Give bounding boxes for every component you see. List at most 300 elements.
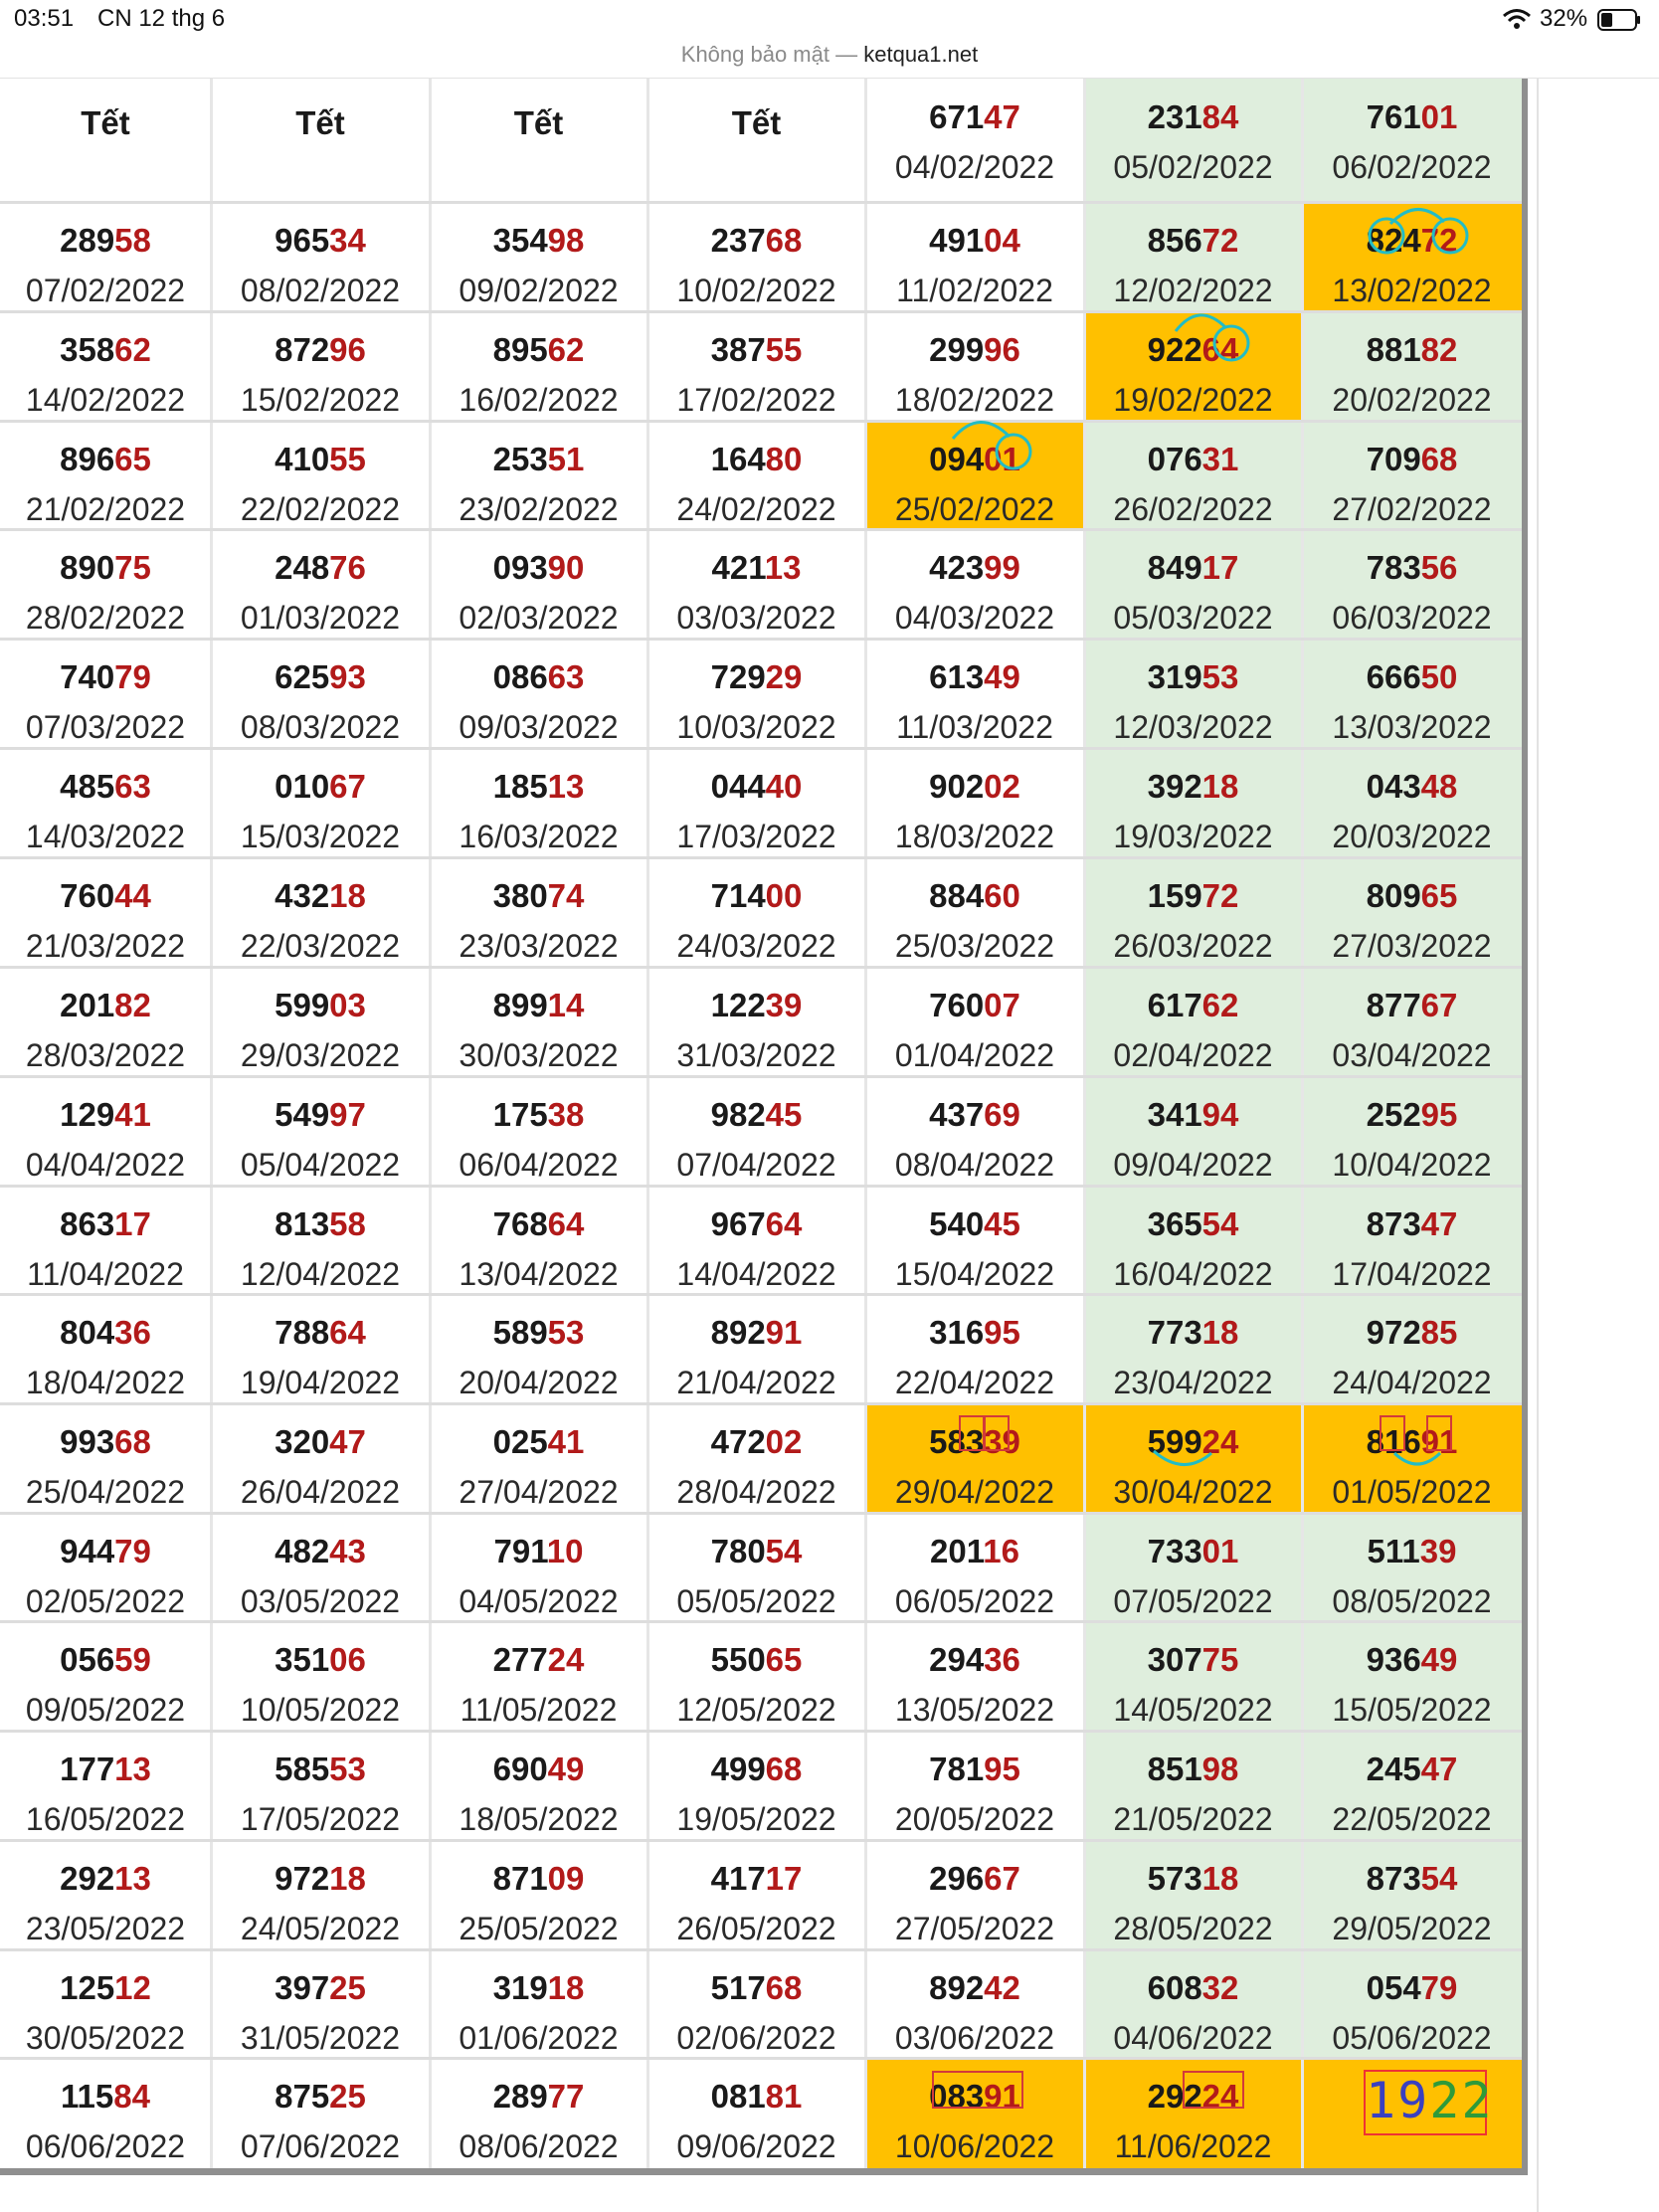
result-date: 24/05/2022 xyxy=(240,1911,401,1946)
number-head: 307 xyxy=(1147,1641,1202,1678)
result-cell xyxy=(1084,639,1302,748)
number-head: 899 xyxy=(492,987,548,1023)
result-number xyxy=(211,1314,430,1352)
result-cell xyxy=(0,1949,211,2058)
result-cell xyxy=(1084,79,1302,202)
result-cell xyxy=(211,1621,430,1731)
result-number xyxy=(0,1969,211,2007)
result-cell xyxy=(865,1076,1084,1186)
result-number xyxy=(0,768,211,806)
number-tail: 13 xyxy=(114,1751,151,1787)
result-date: 22/04/2022 xyxy=(894,1365,1055,1400)
result-number xyxy=(865,1423,1084,1461)
result-cell xyxy=(1084,1513,1302,1621)
result-cell xyxy=(1302,857,1522,967)
number-tail: 72 xyxy=(1201,222,1239,259)
number-head: 054 xyxy=(1366,1969,1421,2006)
result-number xyxy=(0,1860,211,1898)
number-tail: 64 xyxy=(1201,331,1239,368)
number-tail: 69 xyxy=(984,1096,1020,1133)
result-date: 23/03/2022 xyxy=(459,928,619,964)
result-number xyxy=(865,1533,1084,1570)
result-date: 16/03/2022 xyxy=(459,819,619,854)
number-head: 813 xyxy=(275,1205,330,1242)
result-date: 02/05/2022 xyxy=(25,1583,186,1619)
number-head: 351 xyxy=(275,1641,330,1678)
number-head: 690 xyxy=(492,1751,548,1787)
number-tail: 17 xyxy=(114,1205,151,1242)
number-head: 294 xyxy=(929,1641,985,1678)
result-cell xyxy=(1302,421,1522,529)
result-cell xyxy=(430,1949,647,2058)
result-cell xyxy=(647,1949,865,2058)
result-number xyxy=(0,1423,211,1461)
result-cell xyxy=(1302,1840,1522,1949)
result-cell xyxy=(0,1186,211,1294)
number-head: 788 xyxy=(275,1314,330,1351)
number-tail: 01 xyxy=(984,441,1020,477)
number-tail: 13 xyxy=(547,768,585,805)
grid-vline xyxy=(1083,79,1086,2168)
result-date: 06/02/2022 xyxy=(1332,149,1492,185)
result-date: 11/04/2022 xyxy=(27,1256,184,1292)
result-date: 29/05/2022 xyxy=(1332,1911,1492,1946)
grid-hline xyxy=(0,1839,1526,1842)
result-cell xyxy=(1302,1621,1522,1731)
grid-vline xyxy=(646,79,649,2168)
result-number xyxy=(211,1641,430,1679)
result-date: 17/02/2022 xyxy=(676,382,836,418)
number-head: 791 xyxy=(493,1533,547,1569)
result-date: 29/03/2022 xyxy=(240,1037,401,1073)
result-cell xyxy=(1084,1840,1302,1949)
result-date: 01/05/2022 xyxy=(1332,1474,1492,1510)
number-head: 472 xyxy=(710,1423,766,1460)
grid-hline xyxy=(0,747,1526,750)
result-date: 19/04/2022 xyxy=(240,1365,401,1400)
result-number xyxy=(865,877,1084,915)
result-cell xyxy=(647,857,865,967)
result-cell xyxy=(865,79,1084,202)
number-tail: 43 xyxy=(329,1533,366,1569)
result-date: 15/02/2022 xyxy=(240,382,401,418)
holiday-label: Tết xyxy=(81,104,130,141)
number-tail: 18 xyxy=(547,1969,585,2006)
number-head: 804 xyxy=(60,1314,115,1351)
number-head: 972 xyxy=(1366,1314,1421,1351)
result-number xyxy=(647,1096,865,1134)
result-date: 21/03/2022 xyxy=(25,928,186,964)
result-date: 06/03/2022 xyxy=(1332,600,1492,636)
result-date: 09/05/2022 xyxy=(25,1692,186,1728)
number-tail: 36 xyxy=(984,1641,1020,1678)
result-date: 07/04/2022 xyxy=(676,1147,836,1183)
result-date: 18/03/2022 xyxy=(894,819,1055,854)
number-tail: 84 xyxy=(1201,98,1239,135)
result-date: 10/02/2022 xyxy=(676,273,836,308)
result-cell xyxy=(211,202,430,311)
result-number xyxy=(1084,441,1302,478)
number-head: 248 xyxy=(275,549,330,586)
result-number xyxy=(211,1205,430,1243)
number-tail: 72 xyxy=(1420,222,1458,259)
result-cell xyxy=(211,857,430,967)
result-cell xyxy=(211,311,430,421)
result-cell xyxy=(1084,1294,1302,1403)
result-date: 16/04/2022 xyxy=(1113,1256,1273,1292)
number-head: 936 xyxy=(1366,1641,1421,1678)
result-cell xyxy=(1302,202,1522,311)
result-number xyxy=(430,987,647,1024)
result-number xyxy=(0,222,211,260)
result-number xyxy=(1084,1205,1302,1243)
result-number xyxy=(1302,222,1522,260)
number-head: 625 xyxy=(275,658,330,695)
result-number xyxy=(1084,549,1302,587)
address-bar[interactable] xyxy=(0,40,1659,78)
result-cell xyxy=(647,639,865,748)
number-head: 540 xyxy=(929,1205,985,1242)
result-number xyxy=(1302,987,1522,1024)
number-tail: 49 xyxy=(984,658,1020,695)
number-tail: 06 xyxy=(329,1641,366,1678)
handwritten-digit: 9 xyxy=(1397,2072,1430,2129)
result-cell xyxy=(0,202,211,311)
result-date: 10/06/2022 xyxy=(894,2128,1055,2164)
result-date: 11/03/2022 xyxy=(896,709,1053,745)
number-head: 025 xyxy=(492,1423,548,1460)
number-head: 292 xyxy=(60,1860,115,1897)
result-cell xyxy=(0,1294,211,1403)
page-edge xyxy=(1537,79,1539,2212)
number-tail: 38 xyxy=(547,1096,585,1133)
wifi-icon xyxy=(1502,8,1532,30)
result-cell xyxy=(0,1403,211,1513)
result-cell xyxy=(647,1186,865,1294)
result-cell xyxy=(1084,1403,1302,1513)
number-tail: 62 xyxy=(547,331,585,368)
number-head: 877 xyxy=(1366,987,1421,1023)
result-date: 15/05/2022 xyxy=(1332,1692,1492,1728)
result-cell xyxy=(0,421,211,529)
result-number xyxy=(1084,1751,1302,1788)
number-head: 965 xyxy=(275,222,330,259)
number-head: 740 xyxy=(60,658,115,695)
result-date: 08/04/2022 xyxy=(894,1147,1055,1183)
result-number xyxy=(1084,768,1302,806)
number-head: 768 xyxy=(492,1205,548,1242)
result-cell xyxy=(865,748,1084,857)
result-date: 23/02/2022 xyxy=(459,491,619,527)
result-cell xyxy=(430,967,647,1076)
number-tail: 24 xyxy=(547,1641,585,1678)
result-date: 24/02/2022 xyxy=(676,491,836,527)
number-tail: 18 xyxy=(1201,1314,1239,1351)
number-head: 044 xyxy=(710,768,766,805)
result-date: 10/03/2022 xyxy=(676,709,836,745)
result-date: 15/03/2022 xyxy=(240,819,401,854)
number-tail: 64 xyxy=(547,1205,585,1242)
result-cell xyxy=(0,857,211,967)
result-cell xyxy=(1084,967,1302,1076)
number-head: 125 xyxy=(60,1969,115,2006)
number-tail: 64 xyxy=(765,1205,803,1242)
number-tail: 54 xyxy=(765,1533,803,1569)
result-cell xyxy=(647,1403,865,1513)
result-cell xyxy=(211,748,430,857)
grid-hline xyxy=(0,310,1526,313)
number-tail: 56 xyxy=(1420,549,1458,586)
number-head: 129 xyxy=(60,1096,115,1133)
number-head: 319 xyxy=(1147,658,1202,695)
result-date: 24/04/2022 xyxy=(1332,1365,1492,1400)
result-cell xyxy=(1084,1949,1302,2058)
number-tail: 59 xyxy=(114,1641,151,1678)
number-tail: 65 xyxy=(765,1641,803,1678)
result-number xyxy=(647,441,865,478)
result-number xyxy=(211,1096,430,1134)
grid-hline xyxy=(0,638,1526,641)
result-date: 21/05/2022 xyxy=(1113,1801,1273,1837)
number-head: 253 xyxy=(492,441,548,477)
result-number xyxy=(0,1314,211,1352)
result-cell xyxy=(1084,1731,1302,1840)
result-cell xyxy=(1302,1513,1522,1621)
number-tail: 51 xyxy=(547,441,585,477)
number-head: 277 xyxy=(492,1641,548,1678)
grid-hline xyxy=(0,1185,1526,1188)
result-number xyxy=(865,1096,1084,1134)
number-head: 780 xyxy=(710,1533,766,1569)
result-date: 11/05/2022 xyxy=(460,1692,618,1728)
number-tail: 16 xyxy=(983,1533,1019,1569)
number-tail: 04 xyxy=(984,222,1020,259)
result-cell xyxy=(1084,529,1302,639)
number-tail: 45 xyxy=(765,1096,803,1133)
result-number xyxy=(211,1751,430,1788)
result-cell xyxy=(211,529,430,639)
result-number xyxy=(647,1641,865,1679)
number-tail: 91 xyxy=(765,1314,803,1351)
number-tail: 58 xyxy=(329,1205,366,1242)
result-date: 05/02/2022 xyxy=(1113,149,1273,185)
result-number xyxy=(0,1533,211,1570)
result-number xyxy=(0,1096,211,1134)
result-cell xyxy=(1084,202,1302,311)
number-head: 482 xyxy=(275,1533,330,1569)
result-cell xyxy=(647,311,865,421)
number-tail: 79 xyxy=(114,1533,151,1569)
result-cell xyxy=(647,1076,865,1186)
number-head: 245 xyxy=(1366,1751,1421,1787)
number-tail: 31 xyxy=(1201,441,1239,477)
result-number xyxy=(865,549,1084,587)
number-tail: 68 xyxy=(765,1751,803,1787)
number-tail: 49 xyxy=(547,1751,585,1787)
number-head: 081 xyxy=(710,2078,766,2115)
result-date: 16/02/2022 xyxy=(459,382,619,418)
result-cell xyxy=(430,421,647,529)
result-number xyxy=(0,1205,211,1243)
result-cell xyxy=(1302,1403,1522,1513)
result-number xyxy=(430,768,647,806)
result-number xyxy=(1302,1423,1522,1461)
number-head: 922 xyxy=(1147,331,1202,368)
result-cell xyxy=(1084,748,1302,857)
number-tail: 84 xyxy=(113,2078,150,2115)
result-number xyxy=(1084,1096,1302,1134)
result-number xyxy=(211,331,430,369)
number-head: 299 xyxy=(929,331,985,368)
result-number xyxy=(0,331,211,369)
number-tail: 41 xyxy=(547,1423,585,1460)
result-number xyxy=(0,1641,211,1679)
number-tail: 62 xyxy=(1201,987,1239,1023)
number-head: 863 xyxy=(60,1205,115,1242)
result-cell xyxy=(430,1294,647,1403)
result-number xyxy=(430,877,647,915)
number-head: 201 xyxy=(930,1533,984,1569)
number-tail: 47 xyxy=(1420,1205,1458,1242)
number-tail: 67 xyxy=(1420,987,1458,1023)
result-date: 08/05/2022 xyxy=(1332,1583,1492,1619)
grid-hline xyxy=(0,1075,1526,1078)
result-cell xyxy=(211,79,430,202)
result-date: 03/03/2022 xyxy=(676,600,836,636)
result-date: 01/06/2022 xyxy=(459,2020,619,2056)
result-cell xyxy=(0,967,211,1076)
number-tail: 34 xyxy=(329,222,366,259)
result-number xyxy=(1084,98,1302,136)
number-head: 094 xyxy=(929,441,985,477)
number-head: 289 xyxy=(492,2078,548,2115)
result-date: 26/05/2022 xyxy=(676,1911,836,1946)
result-number xyxy=(1302,331,1522,369)
number-head: 164 xyxy=(710,441,766,477)
result-cell xyxy=(0,1621,211,1731)
result-date: 07/02/2022 xyxy=(25,273,186,308)
number-tail: 55 xyxy=(329,441,366,477)
result-date: 08/03/2022 xyxy=(240,709,401,745)
number-head: 010 xyxy=(275,768,330,805)
result-number xyxy=(865,98,1084,136)
number-head: 432 xyxy=(275,877,330,914)
number-head: 177 xyxy=(60,1751,115,1787)
result-date: 01/03/2022 xyxy=(240,600,401,636)
result-number xyxy=(647,549,865,587)
grid-hline xyxy=(0,2057,1526,2060)
result-number xyxy=(430,222,647,260)
number-tail: 47 xyxy=(984,98,1020,135)
number-head: 076 xyxy=(1147,441,1202,477)
result-number xyxy=(430,1205,647,1243)
result-number xyxy=(1084,1969,1302,2007)
number-head: 231 xyxy=(1147,98,1202,135)
result-cell xyxy=(0,311,211,421)
number-tail: 18 xyxy=(329,877,366,914)
result-number xyxy=(647,1533,865,1570)
result-cell xyxy=(430,1731,647,1840)
result-date: 23/04/2022 xyxy=(1113,1365,1273,1400)
number-head: 437 xyxy=(929,1096,985,1133)
number-tail: 79 xyxy=(1420,1969,1458,2006)
result-number xyxy=(865,441,1084,478)
result-cell xyxy=(430,1186,647,1294)
result-date: 13/05/2022 xyxy=(894,1692,1055,1728)
result-number xyxy=(647,1423,865,1461)
number-head: 729 xyxy=(710,658,766,695)
result-date: 25/02/2022 xyxy=(894,491,1055,527)
result-number xyxy=(0,877,211,915)
result-cell xyxy=(1084,2058,1302,2168)
result-cell xyxy=(865,1513,1084,1621)
result-number xyxy=(865,1314,1084,1352)
result-date: 28/02/2022 xyxy=(25,600,186,636)
number-head: 902 xyxy=(929,768,985,805)
number-head: 122 xyxy=(710,987,766,1023)
result-number xyxy=(211,222,430,260)
result-date: 30/03/2022 xyxy=(459,1037,619,1073)
result-cell xyxy=(1084,1076,1302,1186)
number-tail: 65 xyxy=(1420,877,1458,914)
result-date: 03/05/2022 xyxy=(240,1583,401,1619)
result-date: 25/04/2022 xyxy=(25,1474,186,1510)
result-cell xyxy=(865,529,1084,639)
result-cell xyxy=(1302,967,1522,1076)
result-number xyxy=(647,1314,865,1352)
result-cell xyxy=(865,1731,1084,1840)
number-head: 175 xyxy=(492,1096,548,1133)
result-cell xyxy=(647,1840,865,1949)
number-head: 714 xyxy=(710,877,766,914)
result-cell xyxy=(211,1731,430,1840)
number-tail: 68 xyxy=(765,1969,803,2006)
result-date: 25/03/2022 xyxy=(894,928,1055,964)
result-date: 04/02/2022 xyxy=(894,149,1055,185)
number-tail: 01 xyxy=(1420,98,1458,135)
result-date: 27/05/2022 xyxy=(894,1911,1055,1946)
result-date: 20/03/2022 xyxy=(1332,819,1492,854)
result-cell xyxy=(1302,748,1522,857)
number-tail: 55 xyxy=(765,331,803,368)
result-cell xyxy=(1084,421,1302,529)
result-date: 24/03/2022 xyxy=(676,928,836,964)
number-tail: 25 xyxy=(329,1969,366,2006)
result-number xyxy=(0,1751,211,1788)
result-date: 12/05/2022 xyxy=(676,1692,836,1728)
holiday-label: Tết xyxy=(731,104,782,141)
number-tail: 25 xyxy=(329,2078,366,2115)
result-number xyxy=(647,768,865,806)
result-cell xyxy=(647,2058,865,2168)
domain-label: ketqua1.net xyxy=(863,42,979,67)
number-tail: 63 xyxy=(114,768,151,805)
result-cell xyxy=(211,1076,430,1186)
result-date: 05/06/2022 xyxy=(1332,2020,1492,2056)
result-date: 31/05/2022 xyxy=(240,2020,401,2056)
number-tail: 53 xyxy=(329,1751,366,1787)
result-cell xyxy=(647,967,865,1076)
result-number xyxy=(647,2078,865,2116)
number-head: 320 xyxy=(275,1423,330,1460)
number-tail: 45 xyxy=(984,1205,1020,1242)
number-tail: 95 xyxy=(984,1314,1020,1351)
result-number xyxy=(0,441,211,478)
number-head: 944 xyxy=(60,1533,115,1569)
number-head: 671 xyxy=(929,98,985,135)
handwritten-digit: 1 xyxy=(1366,2072,1398,2129)
result-date: 27/03/2022 xyxy=(1332,928,1492,964)
